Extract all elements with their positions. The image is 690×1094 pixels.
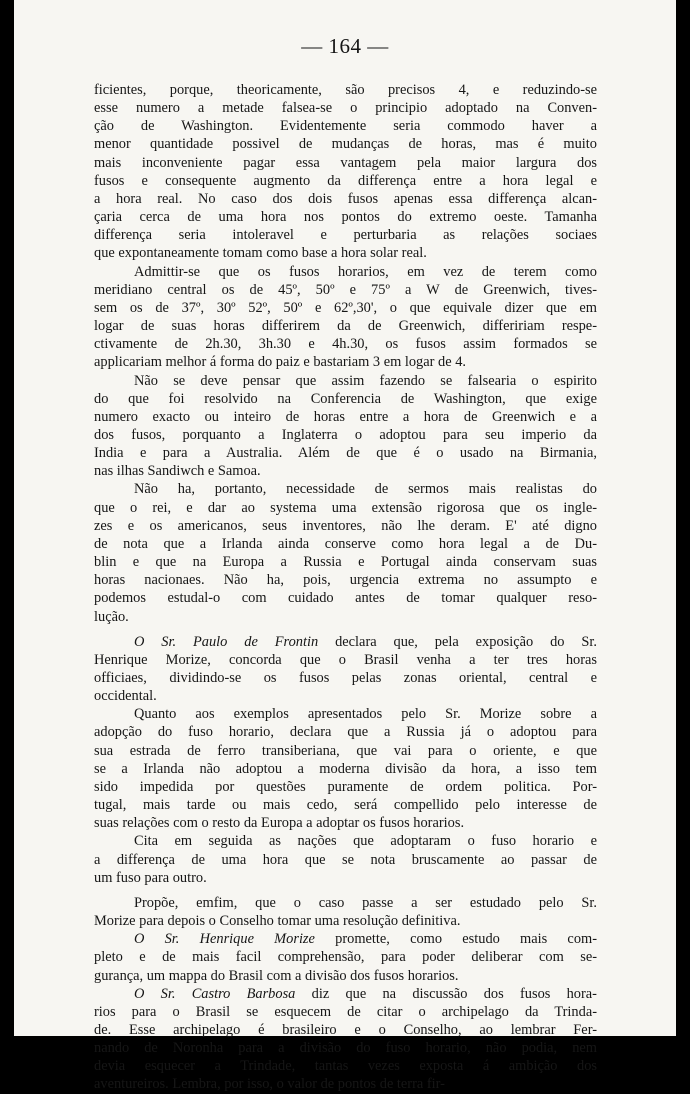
- text-line: mais inconveniente pagar essa vantagem pela maior largura dos: [94, 154, 597, 171]
- text-line: Morize para depois o Conselho tomar uma resolução definitiva.: [94, 913, 461, 930]
- paragraph: [94, 372, 597, 481]
- text-line: numero exacto ou inteiro de horas entre a hora de Greenwich e a: [94, 408, 597, 425]
- line-text: promette, como estudo mais com-: [314, 931, 597, 948]
- text-line: um fuso para outro.: [94, 869, 207, 886]
- text-line: occidental.: [94, 688, 157, 705]
- text-line: ção de Washington. Evidentemente seria commodo haver a: [94, 118, 597, 135]
- text-line: que o rei, e dar ao systema uma extensão rigorosa que os ingle-: [94, 499, 597, 516]
- text-line: applicariam melhor á forma do paiz e bastariam 3 em logar de 4.: [94, 354, 467, 371]
- paragraph: [94, 81, 597, 263]
- speaker-name: O Sr. Paulo de Frontin: [134, 633, 319, 650]
- text-line: Propõe, emfim, que o caso passe a ser estudado pelo Sr.: [134, 894, 597, 911]
- page-body: [94, 81, 597, 1094]
- text-line: sido impedida por questões puramente de ordem politica. Por-: [94, 778, 597, 795]
- text-line: zes e os americanos, seus inventores, não lhe deram. E' até digno: [94, 517, 597, 534]
- text-line: a differença de uma hora que se nota bruscamente ao passar de: [94, 851, 597, 868]
- page-number: — 164 —: [301, 34, 389, 58]
- text-line: Não se deve pensar que assim fazendo se falsearia o espirito: [134, 372, 597, 389]
- text-line: dos fusos, porquanto a Inglaterra o adoptou para seu imperio da: [94, 426, 597, 443]
- text-line: çaria cerca de uma hora nos pontos do extremo oeste. Tamanha: [94, 209, 597, 226]
- paragraph: [94, 480, 597, 625]
- text-line: fusos e consequente augmento da differença entre a hora legal e: [94, 172, 597, 189]
- text-line: devia esquecer a Trindade, tantas vezes exposta á ambição dos: [94, 1058, 597, 1075]
- text-line: que expontaneamente tomam como base a hora solar real.: [94, 245, 427, 262]
- text-line: meridiano central os de 45º, 50º e 75º a W de Greenwich, tives-: [94, 281, 597, 298]
- paragraph: [94, 705, 597, 832]
- text-line: Quanto aos exemplos apresentados pelo Sr. Morize sobre a: [134, 706, 597, 723]
- text-line: [94, 633, 597, 651]
- text-line: Não ha, portanto, necessidade de sermos mais realistas do: [134, 481, 597, 498]
- document-page: [14, 0, 676, 1093]
- line-text: diz que na discussão dos fusos hora-: [295, 985, 597, 1002]
- text-line: ficientes, porque, theoricamente, são precisos 4, e reduzindo-se: [94, 82, 597, 98]
- text-line: esse numero a metade falsea-se o principio adoptado na Conven-: [94, 100, 597, 117]
- text-line: differença seria intoleravel e perturbaria as relações sociaes: [94, 227, 597, 244]
- text-line: nando de Noronha para a divisão do fuso horario, não podia, nem: [94, 1040, 597, 1057]
- text-line: a hora real. No caso dos dois fusos apenas essa differença alcan-: [94, 190, 597, 207]
- line-text: declara que, pela exposição do Sr.: [318, 633, 597, 650]
- text-line: [94, 930, 597, 948]
- text-line: logar de suas horas differirem da de Greenwich, differiriam respe-: [94, 318, 597, 335]
- text-line: aventureiros. Lembra, por isso, o valor de pontos de terra fir-: [94, 1076, 445, 1093]
- paragraph: [94, 633, 597, 706]
- paragraph: [94, 930, 597, 984]
- paragraph: [94, 263, 597, 372]
- text-line: nas ilhas Sandiwch e Samoa.: [94, 463, 261, 480]
- paragraph: [94, 985, 597, 1094]
- speaker-name: O Sr. Castro Barbosa: [134, 985, 296, 1002]
- text-line: blin e que na Europa a Russia e Portugal ainda conservam suas: [94, 554, 597, 571]
- paragraph: [94, 894, 597, 930]
- text-line: tugal, mais tarde ou mais cedo, será compellido pelo interesse de: [94, 797, 597, 814]
- text-line: rios para o Brasil se esquecem de citar o archipelago da Trinda-: [94, 1003, 597, 1020]
- speaker-name: O Sr. Henrique Morize: [134, 931, 315, 948]
- text-line: Admittir-se que os fusos horarios, em vez de terem como: [134, 263, 597, 280]
- text-line: Cita em seguida as nações que adoptaram o fuso horario e: [134, 833, 597, 850]
- text-line: ctivamente de 2h.30, 3h.30 e 4h.30, os fusos assim formados se: [94, 336, 597, 353]
- text-line: podemos estudal-o com cuidado antes de tomar qualquer reso-: [94, 590, 597, 607]
- text-line: officiaes, dividindo-se os fusos pelas zonas oriental, central e: [94, 670, 597, 686]
- text-line: lução.: [94, 608, 129, 625]
- paragraph-gap: [94, 626, 597, 633]
- text-line: sua estrada de ferro transiberiana, que vai para o oriente, e que: [94, 742, 597, 759]
- text-line: adopção do fuso horario, declara que a Russia já o adoptou para: [94, 724, 597, 741]
- text-line: pleto e de mais facil comprehensão, para poder deliberar com se-: [94, 949, 597, 966]
- text-line: [94, 985, 597, 1003]
- text-line: de nota que a Irlanda ainda conserve como hora legal a de Du-: [94, 535, 597, 552]
- text-line: suas relações com o resto da Europa a adoptar os fusos horarios.: [94, 815, 465, 832]
- text-line: India e para a Australia. Além de que é o usado na Birmania,: [94, 445, 597, 462]
- text-line: sem os de 37º, 30º 52º, 50º e 62º,30', o que equivale dizer que em: [94, 299, 597, 316]
- text-line: se a Irlanda não adoptou a moderna divisão da hora, a isso tem: [94, 760, 597, 777]
- text-line: horas nacionaes. Não ha, pois, urgencia extrema no assumpto e: [94, 572, 597, 589]
- text-line: de. Esse archipelago é brasileiro e o Conselho, ao lembrar Fer-: [94, 1021, 597, 1038]
- text-line: Henrique Morize, concorda que o Brasil venha a ter tres horas: [94, 651, 597, 668]
- text-line: gurança, um mappa do Brasil com a divisão dos fusos horarios.: [94, 967, 459, 984]
- text-line: do que foi resolvido na Conferencia de Washington, que exige: [94, 390, 597, 407]
- paragraph-gap: [94, 887, 597, 894]
- text-line: menor quantidade possivel de mudanças de horas, mas é muito: [94, 136, 597, 153]
- paragraph: [94, 832, 597, 886]
